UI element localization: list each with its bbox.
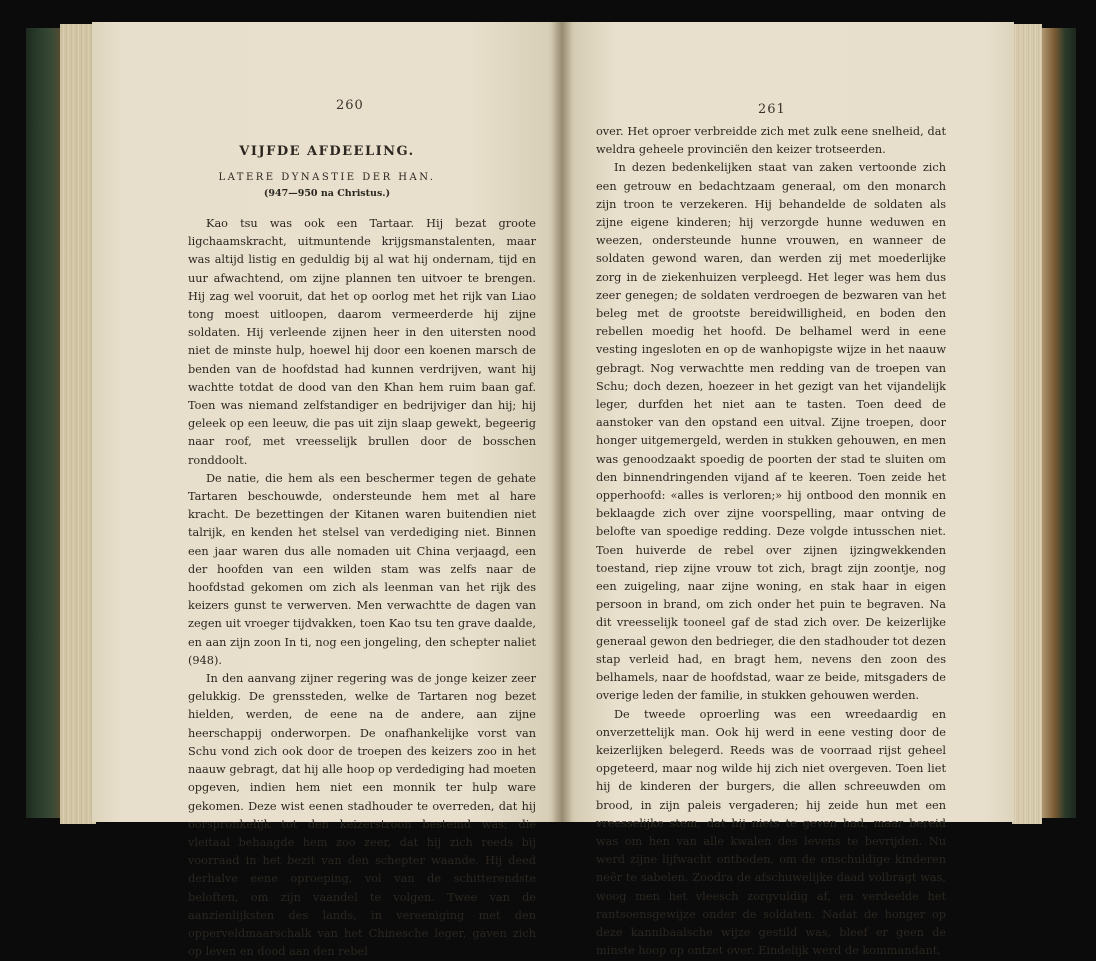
book-binding-right bbox=[1040, 28, 1076, 818]
book-gutter bbox=[552, 22, 572, 822]
dynasty-title: LATERE DYNASTIE DER HAN. bbox=[218, 172, 436, 183]
paragraph: over. Het oproer verbreidde zich met zulk eene snelheid, dat weldra geheele provinciën den keizer trotseerden. bbox=[596, 125, 946, 157]
page-number: 261 bbox=[758, 102, 786, 117]
paragraph: De natie, die hem als een beschermer tegen de gehate Tartaren beschouwde, ondersteunde hem met al hare kracht. De bezettingen der Kitanen waren buitendien niet talrijk, en kenden het stelsel van verdediging niet. Binnen een jaar waren dus alle nomaden uit China verjaagd, een der hoofden van een wilden stam was zelfs naar de hoofdstad gekomen om zich als leenman van het rijk des keizers gunst te verwerven. Men verwachtte de dagen van zegen uit vroeger tijdvakken, toen Kao tsu ten grave daalde, en aan zijn zoon In ti, nog een jongeling, den schepter naliet (948). bbox=[188, 471, 536, 667]
paragraph: De tweede oproerling was een wreedaardig en onverzettelijk man. Ook hij werd in eene vesting door de keizerlijken belegerd. Reeds was de voorraad rijst geheel opgeteerd, maar nog wilde hij zich niet overgeven. Toen liet hij de kinderen der burgers, die allen schreeuwden om brood, in zijn paleis vergaderen; hij zeide hun met een vreesselijke stem, dat hij niets te geven had, maar bereid was om hen van alle kwalen des levens te bevrijden. Nu werd zijne lijfwacht ontboden, om de onschuldige kinderen neêr te sabelen. Zoodra de afschuwelijke daad volbragt was, woog men het vleesch zorgvuldig af, en verdeelde het rantsoensgewijze onder de soldaten. Nadat de honger op deze kannibaalsche wijze gestild was, bleef er geen de minste hoop op ontzet over. Eindelijk werd de kommandant, bbox=[596, 707, 946, 958]
paragraph: In den aanvang zijner regering was de jonge keizer zeer gelukkig. De grenssteden, welke de Tartaren nog bezet hielden, werden, de eene na de andere, aan zijne heerschappij onderworpen. De onafhankelijke vorst van Schu vond zich ook door de troepen des keizers zoo in het naauw gebragt, dat hij alle hoop op verdediging had moeten opgeven, indien hem niet een monnik ter hulp ware gekomen. Deze wist eenen stadhouder te overreden, dat hij oorspronkelijk tot den keizerstroon bestemd was; die vleitaal behaagde hem zoo zeer, dat hij zich reeds bij voorraad in het bezit van den schepter waande. Hij deed derhalve eene oproeping, vol van de schitterendste beloften, om zijn vaandel te volgen. Twee van de aanzienlijksten des lands, in vereeniging met den opperveldmaarschalk van het Chinesche leger, gaven zich op leven en dood aan den rebel bbox=[188, 672, 536, 959]
page-number: 260 bbox=[336, 98, 364, 113]
page-edges-right bbox=[1012, 24, 1042, 824]
right-page bbox=[562, 22, 1014, 958]
right-body-text bbox=[596, 123, 946, 960]
left-body-text bbox=[188, 215, 536, 961]
date-range: (947—950 na Christus.) bbox=[263, 188, 391, 199]
page-edges-left bbox=[60, 24, 96, 824]
left-page bbox=[92, 22, 562, 959]
paragraph: Kao tsu was ook een Tartaar. Hij bezat groote ligchaamskracht, uitmuntende krijgsmanstalenten, maar was altijd listig en geduldig bij al wat hij ondernam, tijd en uur afwachtend, om zijne plannen ten uitvoer te brengen. Hij zag wel vooruit, dat het op oorlog met het rijk van Liao tong moest uitloopen, daarom vermeerderde hij zijne soldaten. Hij verleende zijnen heer in den uitersten nood niet de minste hulp, hoewel hij door een koenen marsch de benden van de hoofdstad had kunnen verdrijven, want hij wachtte totdat de dood van den Khan hem ruim baan gaf. Toen was niemand zelfstandiger en bedrijviger dan hij; hij geleek op een leeuw, die pas uit zijn slaap gewekt, begeerig naar roof, met vreesselijk brullen door de bosschen ronddoolt. bbox=[188, 217, 536, 467]
paragraph: In dezen bedenkelijken staat van zaken vertoonde zich een getrouw en bedachtzaam generaal, om den monarch zijn troon te verzekeren. Hij behandelde de soldaten als zijne eigene kinderen; hij verzorgde hunne weduwen en weezen, ondersteunde hunne vrouwen, en wanneer de soldaten gewond waren, dan werden zij met moederlijke zorg in de ziekenhuizen verpleegd. Het leger was hem dus zeer genegen; de soldaten verdroegen de bezwaren van het beleg met de grootste bereidwilligheid, en boden den rebellen moedig het hoofd. De belhamel werd in eene vesting ingesloten en op de wanhopigste wijze in het naauw gebragt. Nog verwachtte men redding van de troepen van Schu; doch dezen, hoezeer in het gezigt van het vijandelijk leger, durfden het niet aan te tasten. Toen deed de aanstoker van den opstand een uitval. Zijne troepen, door honger uitgemergeld, werden in stukken gehouwen, en men was genoodzaakt spoedig de poorten der stad te sluiten om den binnendringenden vijand af te keeren. Toen zeide het opperhoofd: «alles is verloren;» hij ontbood den monnik en beklaagde zich over zijne voorspelling, maar ontving de belofte van spoedige redding. Deze volgde intusschen niet. Toen huiverde de rebel over zijnen ijzingwekkenden toestand, riep zijne vrouw tot zich, bragt zijn zoontje, nog een zuigeling, naar zijne woning, en stak haar in eigen persoon in brand, om zich onder het puin te begraven. Na dit vreesselijk tooneel gaf de stad zich over. De keizerlijke generaal gewon den bedrieger, die den stadhouder tot dezen stap verleid had, en bragt hem, nevens den zoon des belhamels, naar de hoofdstad, waar ze beide, mitsgaders de overige leden der familie, in stukken gehouwen werden. bbox=[596, 161, 946, 703]
section-title: VIJFDE AFDEELING. bbox=[239, 144, 415, 159]
